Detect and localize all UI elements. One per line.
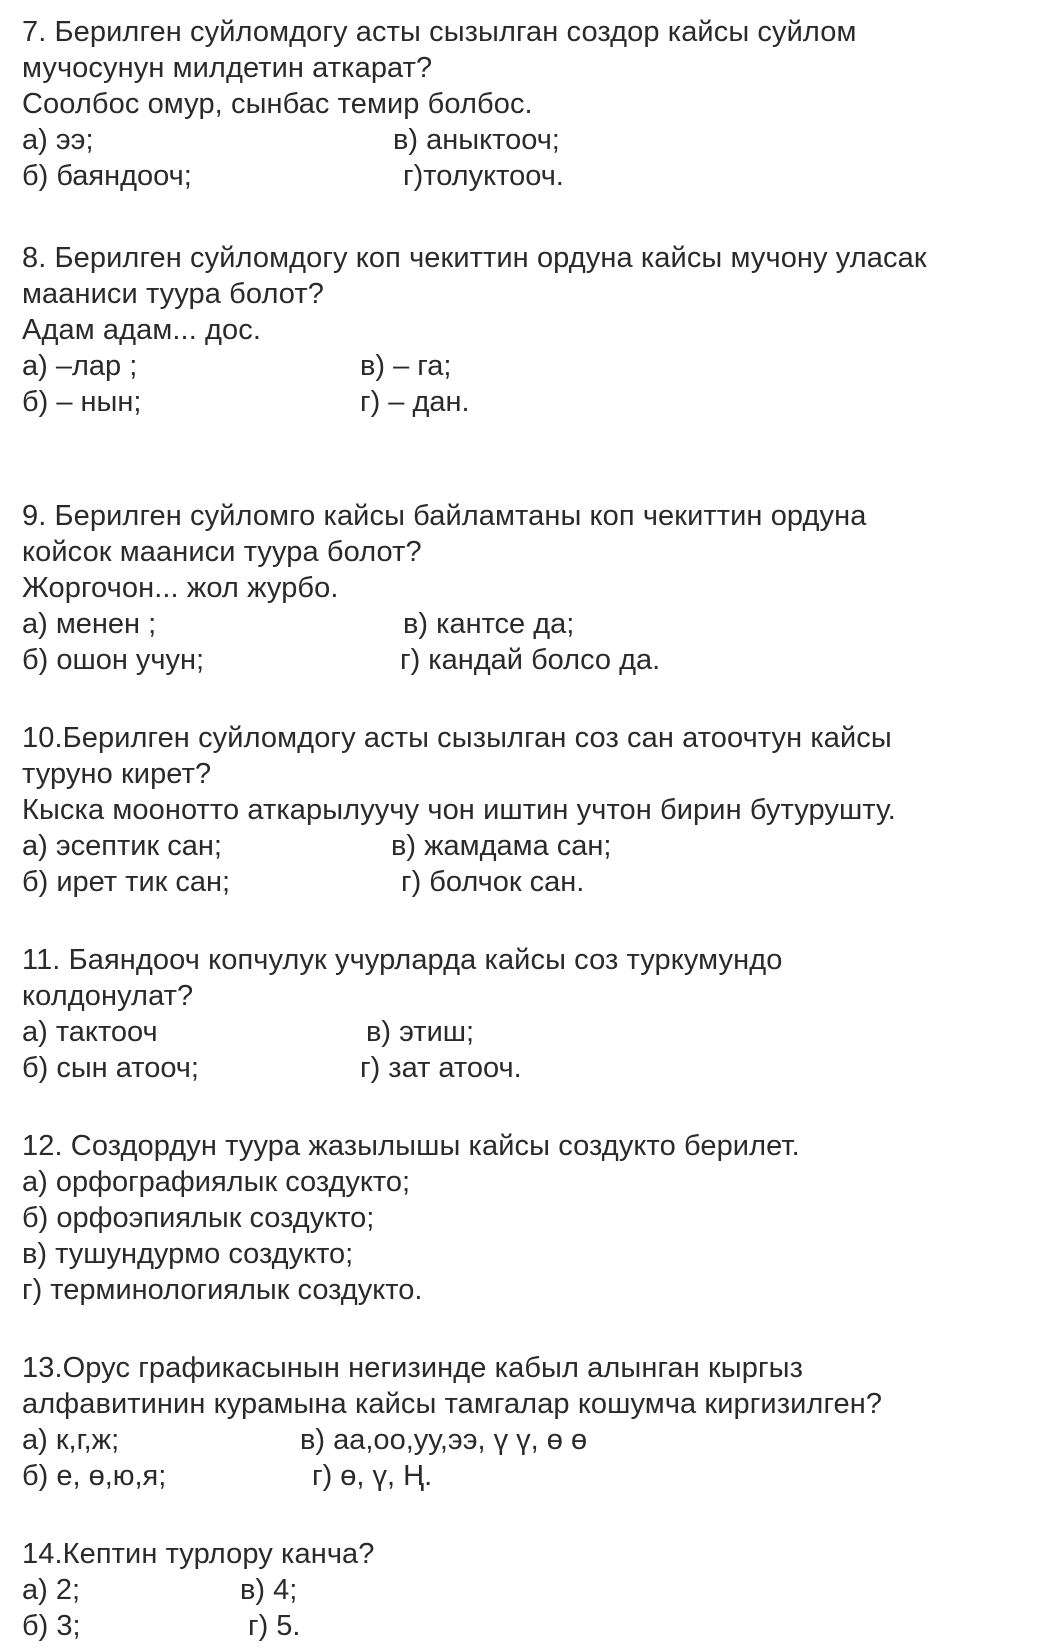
question-9-option-v: в) кантсе да; — [403, 608, 575, 640]
question-9-stem-line-2: койсок мааниси туура болот? — [22, 536, 422, 568]
question-7-stem-line-2: мучосунун милдетин аткарат? — [22, 52, 433, 84]
question-9-example: Жоргочон... жол журбо. — [22, 572, 339, 604]
question-14-option-b: б) 3; — [22, 1610, 81, 1642]
question-11-stem-line-1: 11. Баяндооч копчулук учурларда кайсы соз туркумундо — [22, 944, 783, 976]
question-14-option-v: в) 4; — [240, 1574, 298, 1606]
question-8-option-v: в) – га; — [360, 350, 452, 382]
question-10-option-g: г) болчок сан. — [401, 866, 585, 898]
question-8-option-a: а) –лар ; — [22, 350, 138, 382]
question-12-option-a: а) орфографиялык создукто; — [22, 1166, 411, 1198]
question-13-stem-line-1: 13.Орус графикасынын негизинде кабыл алынган кыргыз — [22, 1352, 803, 1384]
question-13-option-g: г) ө, ү, Ң. — [312, 1460, 433, 1492]
question-9-stem-line-1: 9. Берилген суйломго кайсы байламтаны коп чекиттин ордуна — [22, 500, 867, 532]
question-8-example: Адам адам... дос. — [22, 314, 262, 346]
question-10-option-v: в) жамдама сан; — [391, 830, 612, 862]
question-7-option-v: в) аныктооч; — [393, 124, 560, 156]
question-10-stem-line-2: туруно кирет? — [22, 758, 212, 790]
question-11-option-a: а) тактооч — [22, 1016, 158, 1048]
question-12-option-v: в) тушундурмо создукто; — [22, 1238, 354, 1270]
question-7-stem-line-1: 7. Берилген суйломдогу асты сызылган создор кайсы суйлом — [22, 16, 857, 48]
question-12-option-g: г) терминологиялык создукто. — [22, 1274, 423, 1306]
question-11-option-v: в) этиш; — [366, 1016, 475, 1048]
question-14-stem: 14.Кептин турлору канча? — [22, 1538, 375, 1570]
question-13-stem-line-2: алфавитинин курамына кайсы тамгалар кошумча киргизилген? — [22, 1388, 883, 1420]
question-7-example: Соолбос омур, сынбас темир болбос. — [22, 88, 533, 120]
question-12-stem: 12. Создордун туура жазылышы кайсы создукто берилет. — [22, 1130, 800, 1162]
question-7-option-a: а) ээ; — [22, 124, 94, 156]
question-8-option-g: г) – дан. — [360, 386, 470, 418]
question-10-option-b: б) ирет тик сан; — [22, 866, 231, 898]
question-7-option-g: г)толуктооч. — [403, 160, 564, 192]
question-8-stem-line-1: 8. Берилген суйломдогу коп чекиттин ордуна кайсы мучону уласак — [22, 242, 927, 274]
question-11-option-g: г) зат атооч. — [360, 1052, 522, 1084]
question-10-option-a: а) эсептик сан; — [22, 830, 222, 862]
question-12-option-b: б) орфоэпиялык создукто; — [22, 1202, 375, 1234]
question-11-option-b: б) сын атооч; — [22, 1052, 199, 1084]
question-7-option-b: б) баяндооч; — [22, 160, 192, 192]
question-13-option-v: в) аа,оо,уу,ээ, ү ү, ө ө — [300, 1424, 588, 1456]
question-9-option-g: г) кандай болсо да. — [400, 644, 661, 676]
question-13-option-a: а) к,г,ж; — [22, 1424, 120, 1456]
question-14-option-g: г) 5. — [248, 1610, 301, 1642]
question-9-option-a: а) менен ; — [22, 608, 157, 640]
question-8-option-b: б) – нын; — [22, 386, 142, 418]
question-14-option-a: а) 2; — [22, 1574, 81, 1606]
question-11-stem-line-2: колдонулат? — [22, 980, 194, 1012]
question-9-option-b: б) ошон учун; — [22, 644, 205, 676]
question-10-example: Кыска моонотто аткарылуучу чон иштин учтон бирин бутурушту. — [22, 794, 896, 826]
question-10-stem-line-1: 10.Берилген суйломдогу асты сызылган соз сан атоочтун кайсы — [22, 722, 892, 754]
question-13-option-b: б) е, ө,ю,я; — [22, 1460, 167, 1492]
question-8-stem-line-2: мааниси туура болот? — [22, 278, 325, 310]
